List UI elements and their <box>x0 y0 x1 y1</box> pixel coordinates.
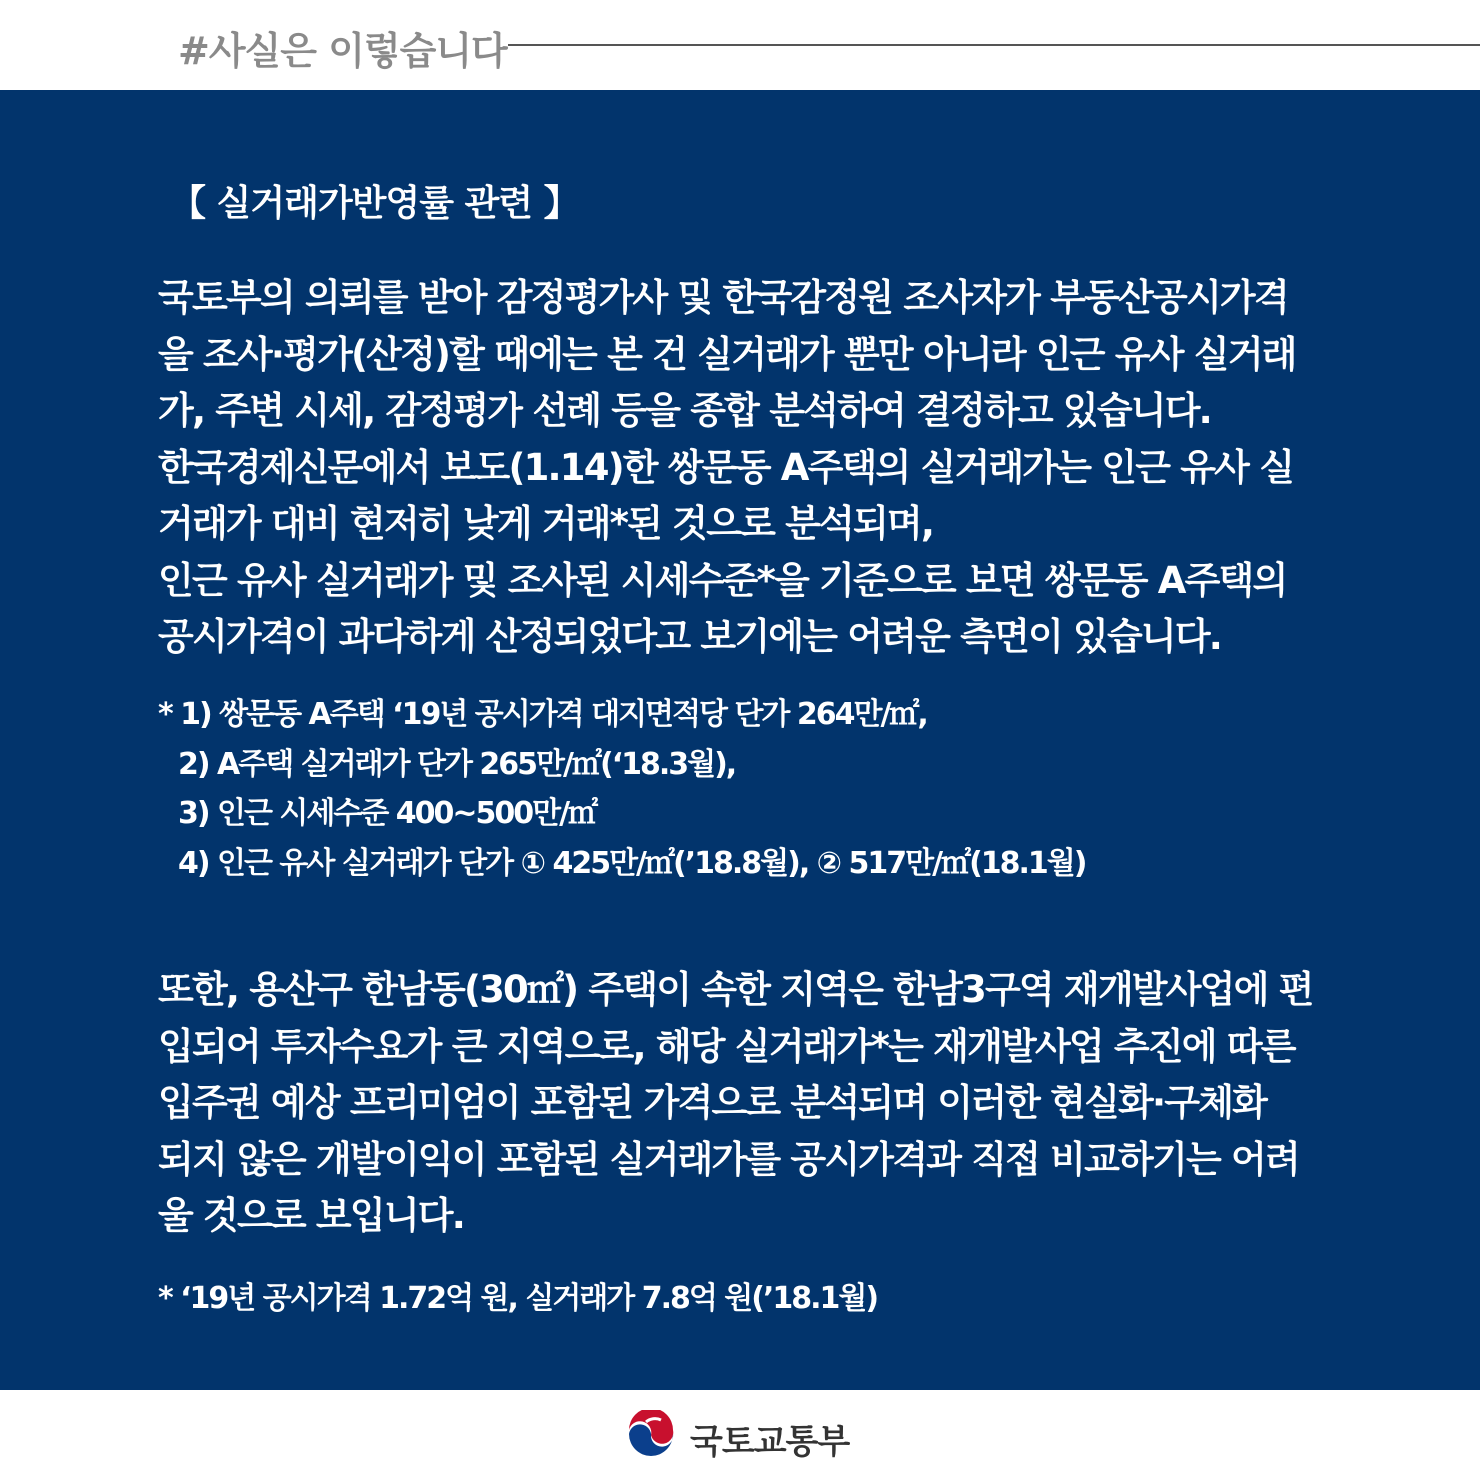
footnote: * ‘19년 공시가격 1.72억 원, 실거래가 7.8억 원(’18.1월) <box>158 1281 878 1316</box>
taegeuk-logo-icon <box>626 1410 676 1460</box>
content-panel <box>0 90 1480 1390</box>
hashtag-title: #사실은 이렇습니다 <box>178 29 507 73</box>
paragraph-1-line: 국토부의 의뢰를 받아 감정평가사 및 한국감정원 조사자가 부동산공시가격 <box>158 276 1288 319</box>
note-line: 2) A주택 실거래가 단가 265만/㎡(‘18.3월), <box>178 746 736 782</box>
paragraph-2-line: 울 것으로 보입니다. <box>158 1194 464 1237</box>
paragraph-2 <box>158 962 1328 1245</box>
price-notes <box>158 690 1086 888</box>
paragraph-1 <box>158 270 1328 666</box>
paragraph-2-line: 또한, 용산구 한남동(30㎡) 주택이 속한 지역은 한남3구역 재개발사업에 편 <box>158 968 1313 1011</box>
section-title: 【 실거래가반영률 관련 】 <box>170 183 579 224</box>
paragraph-1-line: 공시가격이 과다하게 산정되었다고 보기에는 어려운 측면이 있습니다. <box>158 615 1222 658</box>
note-line: 3) 인근 시세수준 400~500만/㎡ <box>178 796 597 831</box>
note-line: * 1) 쌍문동 A주택 ‘19년 공시가격 대지면적당 단가 264만/㎡, <box>158 697 927 732</box>
paragraph-1-line: 을 조사·평가(산정)할 때에는 본 건 실거래가 뿐만 아니라 인근 유사 실거래 <box>158 332 1296 376</box>
ministry-name: 국토교통부 <box>690 1422 850 1462</box>
paragraph-2-line: 되지 않은 개발이익이 포함된 실거래가를 공시가격과 직접 비교하기는 어려 <box>158 1137 1299 1181</box>
paragraph-1-line: 한국경제신문에서 보도(1.14)한 쌍문동 A주택의 실거래가는 인근 유사 실 <box>158 445 1294 489</box>
header <box>0 0 1480 90</box>
header-divider <box>508 44 1480 46</box>
paragraph-1-line: 거래가 대비 현저히 낮게 거래*된 것으로 분석되며, <box>158 502 934 545</box>
paragraph-2-line: 입되어 투자수요가 큰 지역으로, 해당 실거래가*는 재개발사업 추진에 따른 <box>158 1024 1295 1068</box>
footer <box>0 1390 1480 1480</box>
paragraph-1-line: 인근 유사 실거래가 및 조사된 시세수준*을 기준으로 보면 쌍문동 A주택의 <box>158 558 1287 602</box>
paragraph-1-line: 가, 주변 시세, 감정평가 선례 등을 종합 분석하여 결정하고 있습니다. <box>158 389 1211 432</box>
note-line: 4) 인근 유사 실거래가 단가 ① 425만/㎡(’18.8월), ② 517만/㎡(18.1월) <box>178 845 1086 881</box>
paragraph-2-line: 입주권 예상 프리미엄이 포함된 가격으로 분석되며 이러한 현실화·구체화 <box>158 1081 1267 1124</box>
